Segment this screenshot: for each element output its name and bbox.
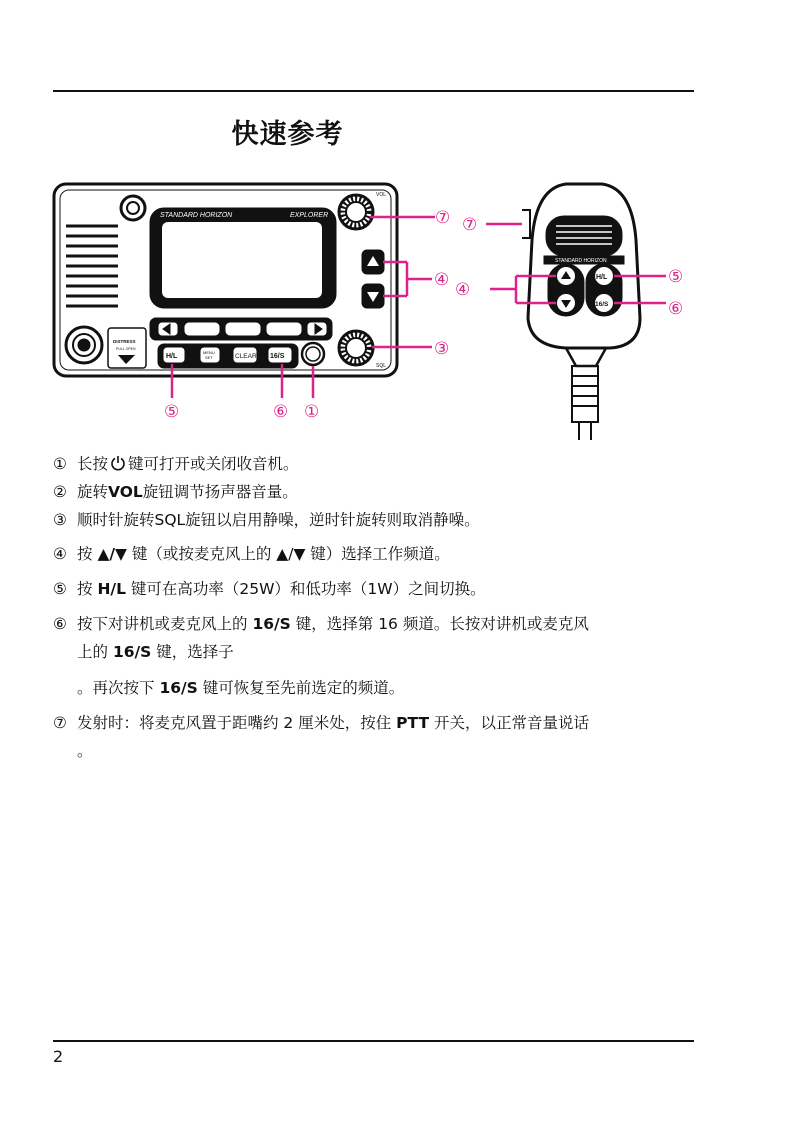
svg-text:SQL: SQL	[376, 363, 387, 369]
page-number: 2	[53, 1047, 64, 1066]
svg-text:VOL: VOL	[376, 192, 387, 198]
list-item-7: ⑦ 发射时：将麦克风置于距嘴约 2 厘米处，按住 PTT 开关，以正常音量说话	[53, 714, 589, 732]
svg-text:16/S: 16/S	[270, 353, 285, 360]
soft-key-1	[184, 322, 220, 336]
ptt-switch	[522, 210, 530, 238]
svg-text:DISTRESS: DISTRESS	[113, 339, 136, 344]
callout-3: ③	[434, 339, 450, 358]
list-item-6: ⑥ 按下对讲机或麦克风上的 16/S 键，选择第 16 频道。长按对讲机或麦克风	[53, 615, 589, 633]
callout-5-mic: ⑤	[668, 267, 684, 286]
callout-4-mic: ④	[455, 280, 471, 299]
svg-text:MENU: MENU	[203, 350, 215, 355]
svg-text:H/L: H/L	[166, 353, 178, 360]
microphone-unit	[522, 184, 640, 440]
callout-4-radio: ④	[434, 270, 450, 289]
list-item-6-continuation-2: 。再次按下 16/S 键可恢复至先前选定的频道。	[77, 679, 405, 697]
callout-7-radio: ⑦	[435, 208, 451, 227]
svg-text:16/S: 16/S	[595, 301, 609, 308]
mic-grille	[546, 216, 622, 256]
power-icon	[110, 455, 126, 471]
callout-1: ①	[304, 402, 320, 421]
callout-6-mic: ⑥	[668, 299, 684, 318]
list-item-5: ⑤ 按 H/L 键可在高功率（25W）和低功率（1W）之间切换。	[53, 580, 486, 598]
product-figure	[0, 0, 791, 450]
callout-6-radio: ⑥	[273, 402, 289, 421]
list-item-2: ② 旋转VOL旋钮调节扬声器音量。	[53, 483, 298, 501]
page-title: 快速参考	[231, 119, 344, 150]
svg-text:STANDARD HORIZON: STANDARD HORIZON	[555, 258, 607, 264]
display-screen	[162, 222, 322, 298]
list-item-1: ① 长按 键可打开或关闭收音机。	[53, 455, 299, 473]
mic-jack-icon	[121, 196, 145, 220]
list-item-6-continuation: 上的 16/S 键，选择子	[77, 643, 234, 661]
radio-unit	[54, 184, 397, 376]
bottom-rule	[53, 1040, 694, 1042]
list-item-3: ③ 顺时针旋转SQL旋钮以启用静噪，逆时针旋转则取消静噪。	[53, 511, 480, 529]
callout-7-mic: ⑦	[462, 215, 478, 234]
speaker-grille	[66, 226, 118, 306]
list-item-4: ④ 按 ▲/▼ 键（或按麦克风上的 ▲/▼ 键）选择工作频道。	[53, 545, 450, 563]
brand-label: STANDARD HORIZON	[160, 212, 233, 219]
list-item-7-continuation: 。	[77, 742, 93, 760]
svg-text:CLEAR: CLEAR	[235, 353, 257, 360]
model-label: EXPLORER	[290, 212, 329, 219]
soft-key-3	[266, 322, 302, 336]
svg-text:PULL OPEN: PULL OPEN	[116, 347, 136, 351]
soft-key-2	[225, 322, 261, 336]
callout-5-radio: ⑤	[164, 402, 180, 421]
svg-text:SET: SET	[205, 355, 213, 360]
svg-text:H/L: H/L	[596, 274, 608, 281]
